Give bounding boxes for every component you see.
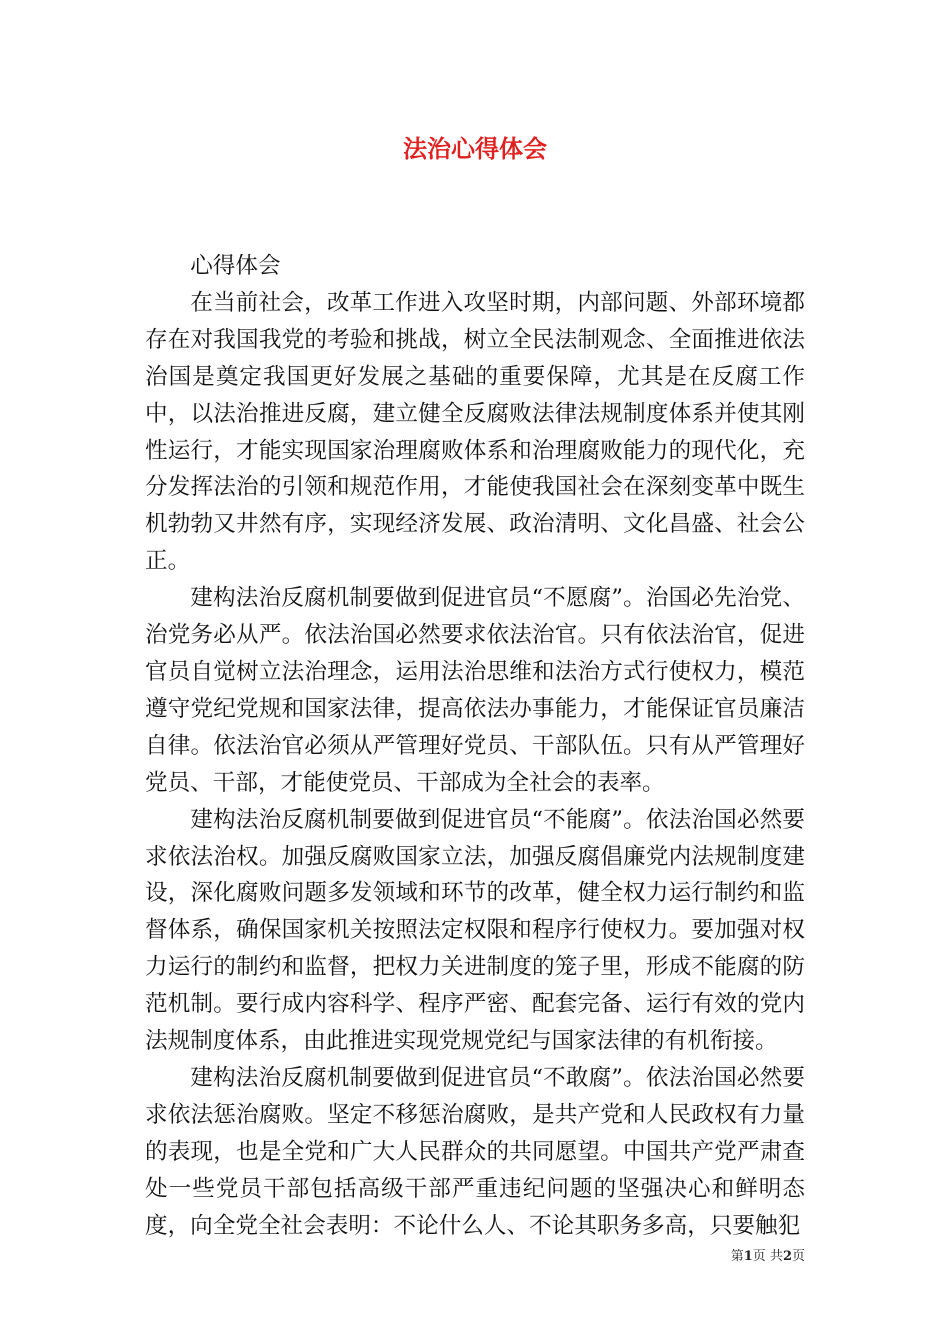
paragraph-bu-gan-fu: 建构法治反腐机制要做到促进官员“不敢腐”。依法治国必然要求依法惩治腐败。坚定不移惩治腐败，是共产党和人民政权有力量的表现，也是全党和广大人民群众的共同愿望。中国共产党严肃查处一些党员干部包括高级干部严重违纪问题的坚强决心和鲜明态度，向全党全社会表明：不论什么人、不论其职务多高，只要触犯 (145, 1064, 805, 1239)
paragraph-intro: 在当前社会，改革工作进入攻坚时期，内部问题、外部环境都存在对我国我党的考验和挑战，树立全民法制观念、全面推进依法治国是奠定我国更好发展之基础的重要保障，尤其是在反腐工作中，以法治推进反腐，建立健全反腐败法律法规制度体系并使其刚性运行，才能实现国家治理腐败体系和治理腐败能力的现代化，充分发挥法治的引领和规范作用，才能使我国社会在深刻变革中既生机勃勃又井然有序，实现经济发展、政治清明、文化昌盛、社会公正。 (145, 289, 805, 575)
footer-middle: 页 共 (752, 1249, 783, 1264)
footer-suffix: 页 (791, 1249, 805, 1264)
document-body (145, 248, 805, 1244)
document-title: 法治心得体会 (403, 134, 547, 163)
footer-total-pages: 2 (782, 1249, 792, 1264)
footer-current-page: 1 (743, 1249, 753, 1264)
footer-prefix: 第 (730, 1249, 744, 1264)
paragraph-bu-neng-fu: 建构法治反腐机制要做到促进官员“不能腐”。依法治国必然要求依法治权。加强反腐败国家立法，加强反腐倡廉党内法规制度建设，深化腐败问题多发领域和环节的改革，健全权力运行制约和监督体系，确保国家机关按照法定权限和程序行使权力。要加强对权力运行的制约和监督，把权力关进制度的笼子里，形成不能腐的防范机制。要行成内容科学、程序严密、配套完备、运行有效的党内法规制度体系，由此推进实现党规党纪与国家法律的有机衔接。 (145, 806, 805, 1055)
paragraph-bu-yuan-fu: 建构法治反腐机制要做到促进官员“不愿腐”。治国必先治党、治党务必从严。依法治国必然要求依法治官。只有依法治官，促进官员自觉树立法治理念，运用法治思维和法治方式行使权力，模范遵守党纪党规和国家法律，提高依法办事能力，才能保证官员廉洁自律。依法治官必须从严管理好党员、干部队伍。只有从严管理好党员、干部，才能使党员、干部成为全社会的表率。 (145, 585, 805, 796)
paragraph-heading: 心得体会 (190, 253, 281, 279)
page-footer (731, 1248, 805, 1266)
